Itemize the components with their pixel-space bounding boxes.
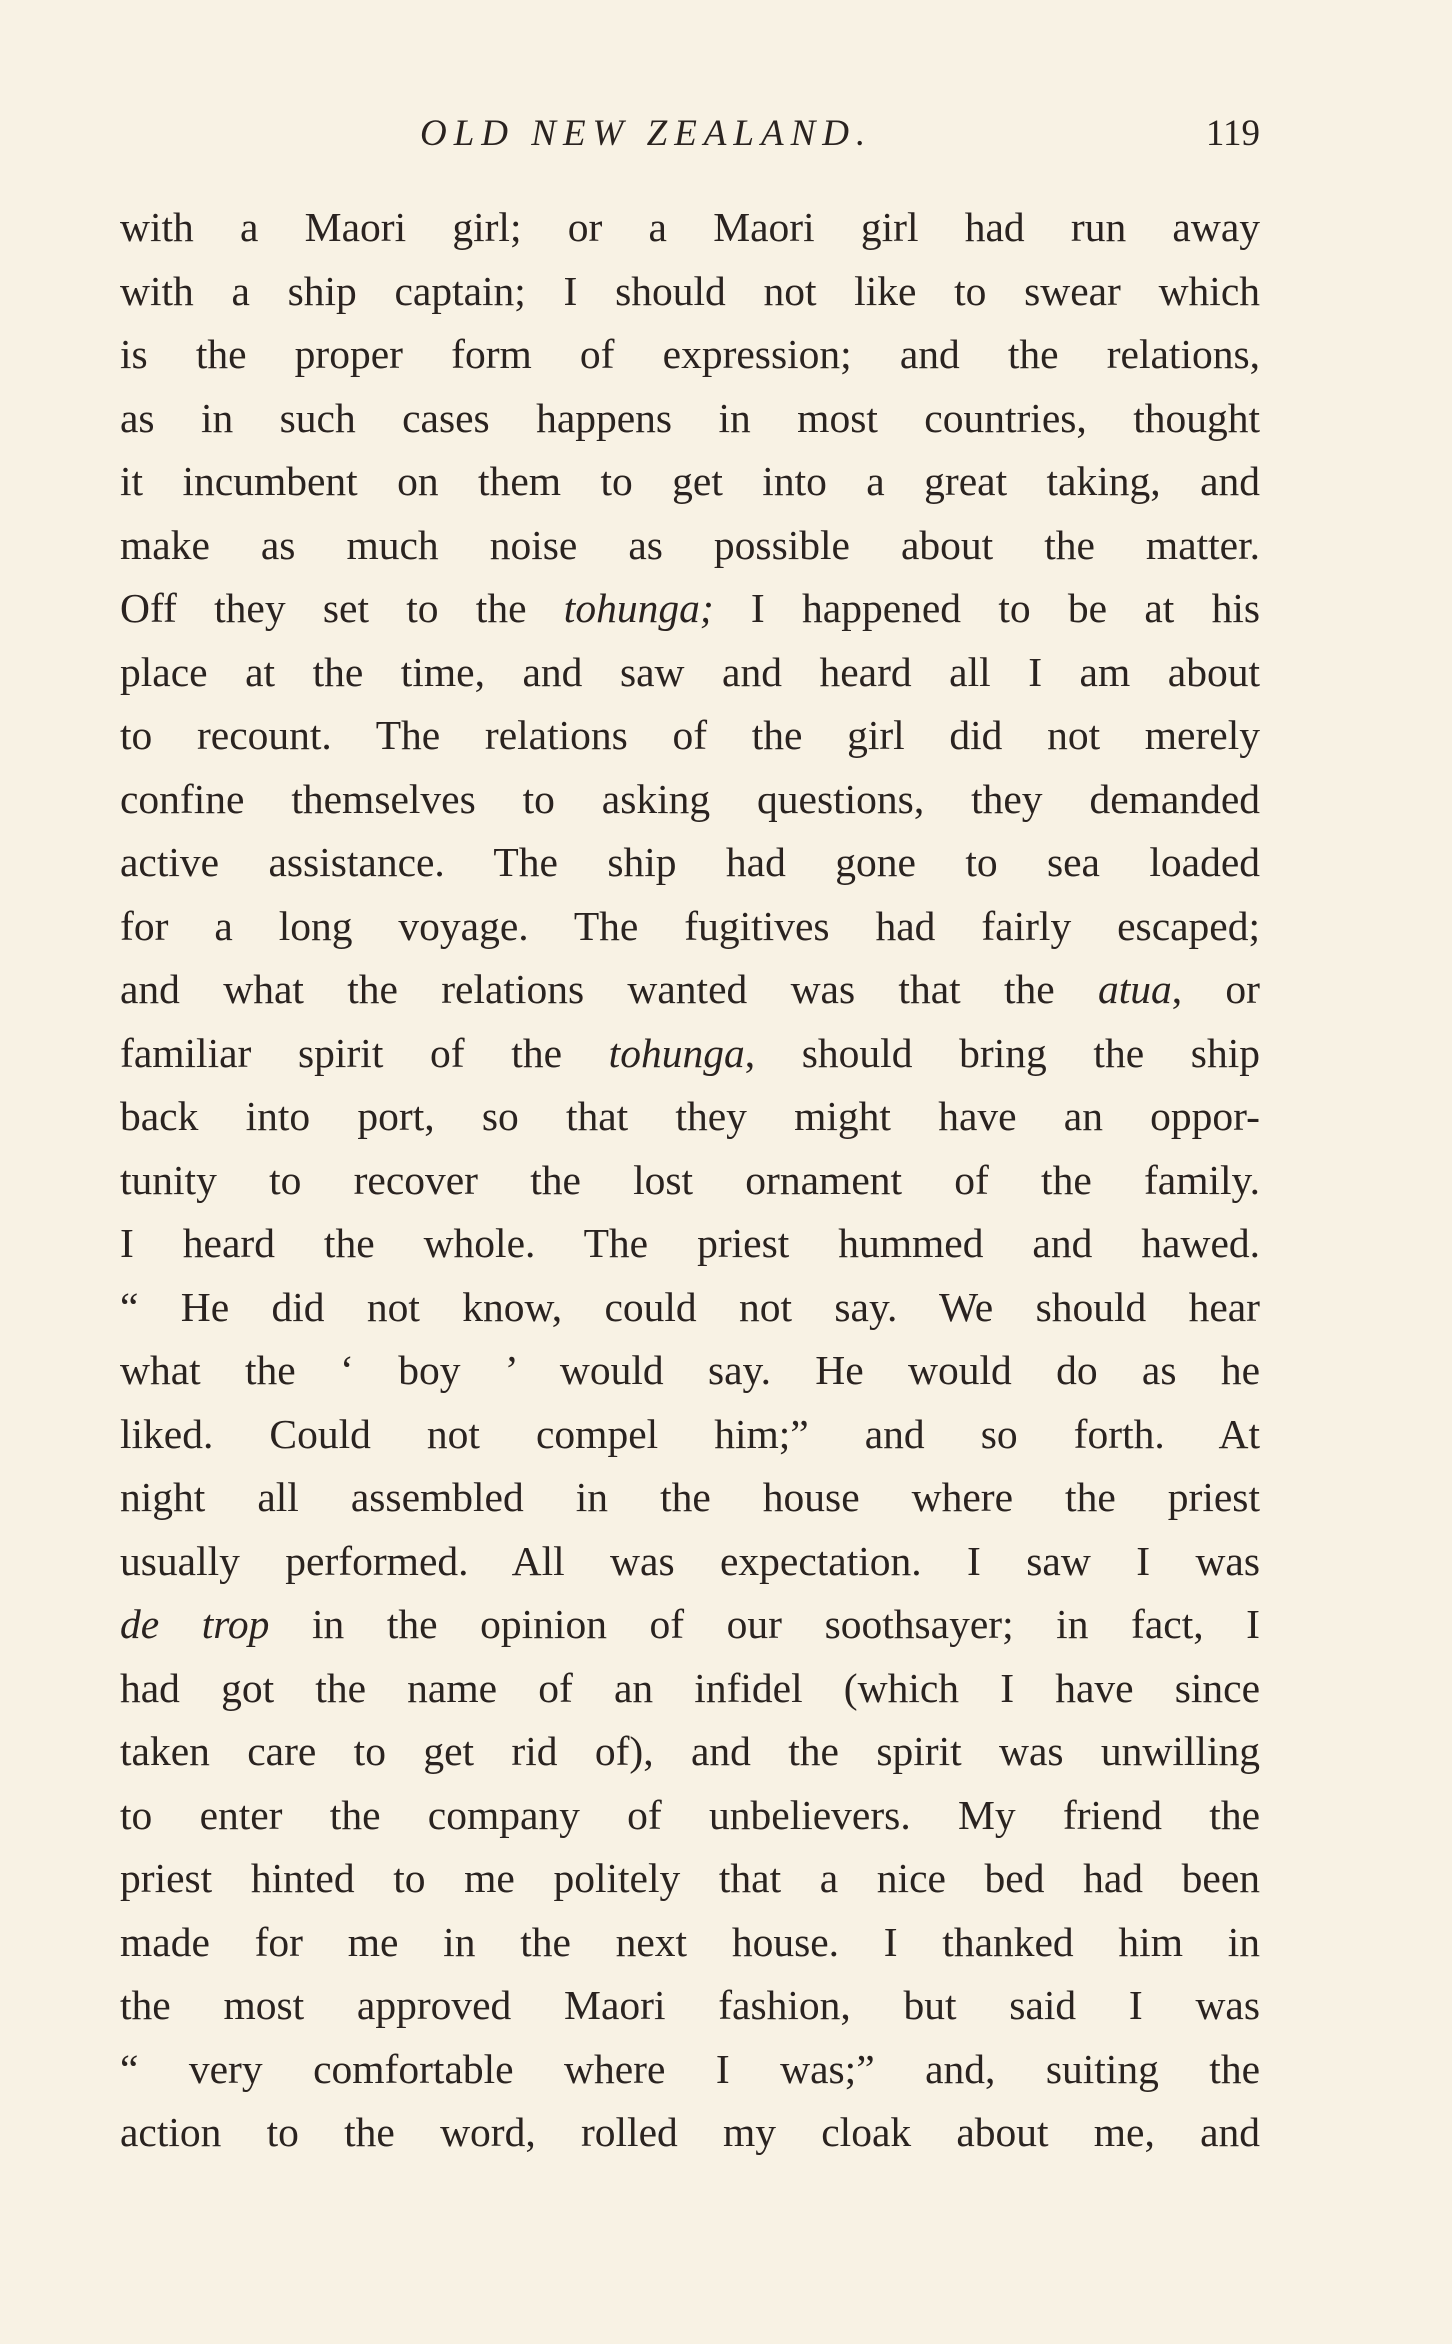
text-segment: usually performed. All was expectation. I saw I was <box>120 1537 1260 1584</box>
text-segment: active assistance. The ship had gone to sea loaded <box>120 839 1260 885</box>
running-title: OLD NEW ZEALAND. <box>420 113 873 154</box>
text-segment: with a Maori girl; or a Maori girl had run away <box>120 204 1260 250</box>
page-header <box>120 112 1260 172</box>
text-segment: back into port, so that they might have an oppor- <box>120 1093 1260 1139</box>
body-text <box>120 196 1260 2165</box>
text-line <box>120 1149 1260 1213</box>
text-line <box>120 1403 1260 1467</box>
text-line <box>120 2101 1260 2165</box>
text-segment: the most approved Maori fashion, but said I was <box>120 1982 1260 2028</box>
text-line <box>120 1339 1260 1403</box>
text-segment: liked. Could not compel him;” and so forth. At <box>120 1410 1260 1457</box>
text-segment: tunity to recover the lost ornament of the family. <box>120 1156 1260 1203</box>
text-line <box>120 1593 1260 1657</box>
text-line <box>120 450 1260 514</box>
text-line <box>120 1847 1260 1911</box>
text-segment: with a ship captain; I should not like to swear which <box>120 267 1260 314</box>
text-segment: action to the word, rolled my cloak about me, and <box>120 2109 1260 2155</box>
text-segment: night all assembled in the house where the priest <box>120 1474 1260 1520</box>
text-segment: is the proper form of expression; and the relations, <box>120 331 1260 377</box>
text-segment: to recount. The relations of the girl did not merely <box>120 712 1260 758</box>
text-segment: , or <box>1171 966 1261 1012</box>
text-line <box>120 323 1260 387</box>
text-segment: I happened to be at his <box>713 585 1260 631</box>
text-segment: in the opinion of our soothsayer; in fact, I <box>269 1601 1261 1647</box>
text-segment: make as much noise as possible about the matter. <box>120 521 1260 568</box>
text-line <box>120 1720 1260 1784</box>
text-line <box>120 260 1260 324</box>
text-segment: familiar spirit of the <box>120 1029 609 1076</box>
italic-text: atua <box>1097 966 1172 1012</box>
italic-text: tohunga; <box>563 585 714 631</box>
text-line <box>120 1911 1260 1975</box>
text-segment: made for me in the next house. I thanked him in <box>120 1918 1260 1965</box>
text-line <box>120 2038 1260 2102</box>
text-line <box>120 704 1260 768</box>
text-line <box>120 1085 1260 1149</box>
text-segment: taken care to get rid of), and the spirit was unwilling <box>120 1728 1260 1774</box>
text-segment: and what the relations wanted was that the <box>120 966 1098 1012</box>
text-segment: “ He did not know, could not say. We should hear <box>120 1283 1260 1330</box>
text-segment: to enter the company of unbelievers. My friend the <box>120 1791 1260 1838</box>
text-line <box>120 1212 1260 1276</box>
text-segment: , should bring the ship <box>744 1029 1260 1076</box>
text-line <box>120 1530 1260 1594</box>
text-line <box>120 768 1260 832</box>
text-segment: Off they set to the <box>120 585 564 631</box>
text-segment: priest hinted to me politely that a nice bed had been <box>120 1855 1260 1901</box>
text-segment: “ very comfortable where I was;” and, suiting the <box>120 2045 1260 2092</box>
text-line <box>120 831 1260 895</box>
text-line <box>120 1276 1260 1340</box>
text-segment: as in such cases happens in most countries, thought <box>120 394 1260 441</box>
italic-text: tohunga <box>608 1029 745 1076</box>
text-line <box>120 577 1260 641</box>
text-line <box>120 641 1260 705</box>
text-line <box>120 514 1260 578</box>
text-segment: confine themselves to asking questions, they demanded <box>120 775 1260 822</box>
text-segment: what the ‘ boy ’ would say. He would do as he <box>120 1347 1260 1393</box>
text-line <box>120 1974 1260 2038</box>
text-segment: for a long voyage. The fugitives had fairly escaped; <box>120 902 1260 949</box>
page-number: 119 <box>1205 113 1260 154</box>
text-segment: it incumbent on them to get into a great taking, and <box>120 458 1260 504</box>
text-segment: I heard the whole. The priest hummed and hawed. <box>120 1220 1260 1266</box>
text-line <box>120 1657 1260 1721</box>
text-line <box>120 1022 1260 1086</box>
text-segment: place at the time, and saw and heard all I am about <box>120 648 1260 695</box>
text-line <box>120 387 1260 451</box>
text-segment: had got the name of an infidel (which I have since <box>120 1664 1260 1711</box>
text-line <box>120 196 1260 260</box>
italic-text: de trop <box>120 1601 270 1647</box>
text-line <box>120 958 1260 1022</box>
text-line <box>120 1466 1260 1530</box>
text-line <box>120 895 1260 959</box>
text-line <box>120 1784 1260 1848</box>
